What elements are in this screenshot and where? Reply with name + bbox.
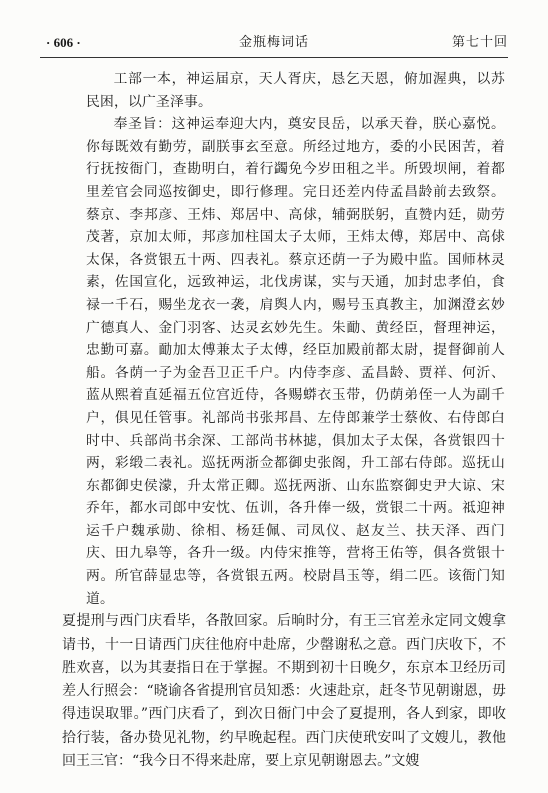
narrative-paragraph: 夏提刑与西门庆看毕，各散回家。后晌时分，有王三官差永定同文嫂拿请书，十一日请西门庆往他府中赴席，少罄谢私之意。西门庆收下，不胜欢喜，以为其妻指日在于掌握。不期到初十日晚夕，东京本卫经历司差人行照会：“晓谕各省提刑官员知悉：火速赴京，赶冬节见朝谢恩，毋得违误取罪。”西门庆看了，到次日衙门中会了夏提刑，各人到家，即收拾行装，备办贽见礼物，约早晚起程。西门庆使玳安叫了文嫂儿，教他回王三官：“我今日不得来赴席，要上京见朝谢恩去。”文嫂: [62, 613, 506, 770]
chapter-title: 第七十回: [451, 35, 508, 50]
running-header: [40, 32, 508, 54]
page-body: [0, 68, 548, 773]
quoted-memorial: [86, 68, 505, 610]
book-title: 金瓶梅词话: [238, 35, 309, 50]
page-number: · 606 ·: [46, 35, 81, 50]
edict-paragraph: 奉圣旨：这神运奉迎大内，奠安艮岳，以承天眷，朕心嘉悦。你每既效有勤劳，副朕事玄至意。所经过地方，委的小民困苦，着行抚按衙门，查勘明白，着行蠲免今岁田租之半。所毁坝闸，着都里差官会同巡按御史，即行修理。完日还差内侍孟昌龄前去致祭。蔡京、李邦彦、王炜、郑居中、高俅，辅弼朕躬，直赞内廷，勋劳茂著，京加太师，邦彦加柱国太子太师，王炜太傅，郑居中、高俅太保，各赏银五十两、四表礼。蔡京还荫一子为殿中监。国师林灵素，佐国宣化，远致神运，北伐虏谋，实与天通，加封忠孝伯，食禄一千石，赐坐龙衣一袭，肩舆人内，赐号玉真教主，加渊澄玄妙广德真人、金门羽客、达灵玄妙先生。朱勔、黄经臣，督理神运，忠勤可嘉。勔加太傅兼太子太傅，经臣加殿前都太尉，提督御前人船。各荫一子为金吾卫正千户。内侍李彦、孟昌龄、贾祥、何沂、蓝从熙着直延福五位宫近侍，各赐蟒衣玉带，仍荫弟侄一人为副千户，俱见任管事。礼部尚书张邦昌、左侍郎兼学士蔡攸、右侍郎白时中、兵部尚书余深、工部尚书林摅，俱加太子太保，各赏银四十两，彩缎二表礼。巡抚两浙佥都御史张阁，升工部右侍郎。巡抚山东都御史侯濛，升太常正卿。巡抚两浙、山东监察御史尹大谅、宋乔年，都水司郎中安忱、伍训，各升俸一级，赏银二十两。祗迎神运千户魏承勋、徐相、杨廷佩、司凤仪、赵友兰、扶天泽、西门庆、田九皋等，各升一级。内侍宋推等，营将王佑等，俱各赏银十两。所官薛显忠等，各赏银五两。校尉昌玉等，绢二匹。该衙门知道。: [86, 116, 505, 607]
main-text: [62, 610, 506, 773]
memorial-paragraph: 工部一本，神运届京，天人胥庆，恳乞天恩，俯加渥典，以苏民困，以广圣泽事。: [86, 71, 505, 110]
header-rule: [40, 57, 508, 58]
